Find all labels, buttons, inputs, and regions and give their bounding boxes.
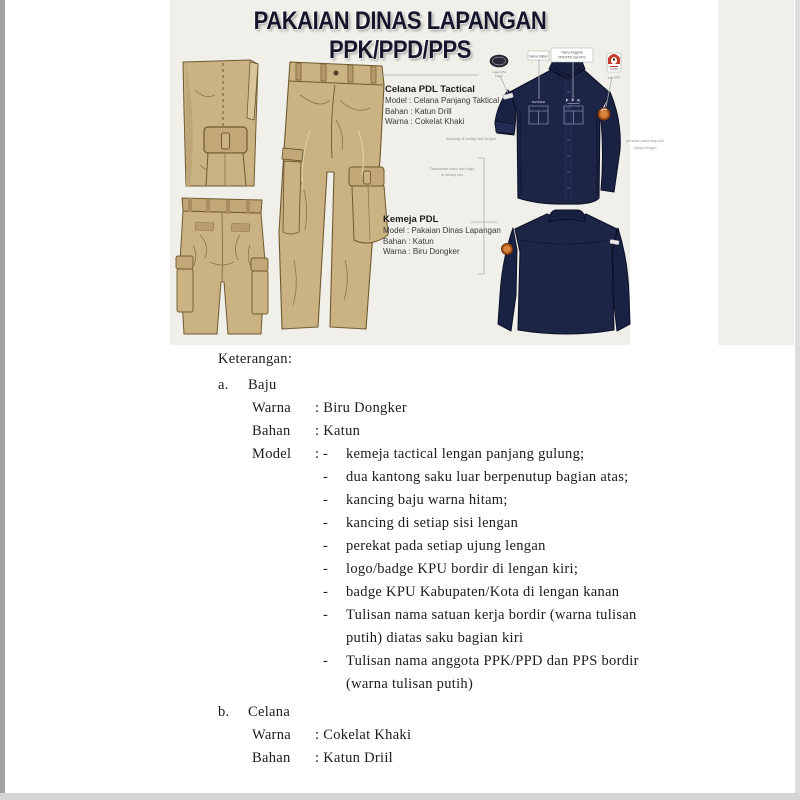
kemeja-label-model: Model : Pakaian Dinas Lapangan (383, 226, 501, 235)
model-item (323, 489, 660, 512)
item-a-marker: a. (218, 377, 229, 393)
kemeja-label-warna: Warna : Biru Dongker (383, 247, 460, 256)
model-item (323, 581, 660, 604)
kemeja-label-title: Kemeja PDL (383, 214, 439, 225)
item-a-name: Baju (248, 377, 277, 393)
baju-model-colon: : (315, 446, 320, 462)
baju-warna-label: Warna (252, 400, 291, 416)
stamp-caption-line2: bordir (495, 74, 503, 78)
celana-label-block (385, 84, 499, 128)
model-item-text: kemeja tactical lengan panjang gulung; (346, 446, 585, 462)
note-velcro-2: ujung lengan (633, 145, 657, 150)
left-chest-text: SATKER (531, 100, 546, 104)
note-sleeve-buttons: Kancing di setiap sisi lengan (445, 136, 497, 141)
model-item (323, 650, 660, 696)
model-item (323, 604, 660, 650)
shirt-front-body (510, 70, 610, 204)
model-item-dash: - (323, 607, 329, 623)
baju-bahan-row (252, 420, 670, 443)
celana-label-warna: Warna : Cokelat Khaki (385, 117, 465, 126)
model-item-text: Tulisan nama anggota PPK/PPD dan PPS bordir (warna tulisan putih) (346, 653, 639, 692)
model-item-dash: - (323, 469, 329, 485)
model-item (323, 443, 660, 466)
note-velcro-1: perekat pada tiap sisi (626, 138, 664, 143)
note-side-pocket-1: Tambahan saku dari baju (429, 166, 475, 171)
back-right-cargo-flap (251, 258, 268, 271)
celana-label-model: Model : Celana Panjang Taktical (385, 96, 500, 105)
celana-label-title: Celana PDL Tactical (385, 84, 475, 95)
celana-warna-label: Warna (252, 727, 291, 743)
baju-bahan-value: : Katun (315, 423, 361, 439)
model-item (323, 466, 660, 489)
model-item (323, 512, 660, 535)
baju-bahan-label: Bahan (252, 423, 291, 439)
shirt-front-view (495, 59, 620, 204)
detail-cargo-pocket (206, 153, 246, 186)
pants-back-view (176, 198, 268, 334)
celana-warna-row (252, 724, 670, 747)
baju-warna-value: : Biru Dongker (315, 400, 407, 416)
model-item-dash: - (323, 584, 329, 600)
model-item-dash: - (323, 538, 329, 554)
model-item-dash: - (323, 561, 329, 577)
baju-model-label: Model (252, 446, 292, 462)
kemeja-label-bahan: Bahan : Katun (383, 236, 434, 246)
model-item-text: badge KPU Kabupaten/Kota di lengan kanan (346, 584, 620, 600)
baju-model-list (323, 443, 660, 696)
model-item-dash: - (323, 653, 329, 669)
page-title: PAKAIAN DINAS LAPANGAN PPK/PPD/PPS (253, 7, 547, 64)
model-item-text: dua kantong saku luar berpenutup bagian atas; (346, 469, 629, 485)
wide-callout-line2: PPK/PPD dan PPS (558, 55, 586, 60)
model-item-dash: - (323, 446, 329, 462)
kemeja-label-block (383, 214, 501, 258)
front-left-pocket-flap (282, 148, 303, 161)
kpu-logo-caption: logo KPU (607, 75, 621, 80)
waist-button (334, 71, 339, 76)
celana-bahan-row (252, 747, 670, 770)
shirt-back-view (498, 210, 630, 334)
celana-bahan-value: : Katun Driil (315, 750, 393, 766)
right-chest-text: P P K (565, 98, 582, 103)
kpu-logo-icon (607, 53, 621, 72)
model-item-text: perekat pada setiap ujung lengan (346, 538, 546, 554)
model-item-dash: - (323, 515, 329, 531)
note-side-pocket-2: di setiap sisi (441, 172, 463, 177)
keterangan-section (218, 348, 670, 770)
name-callout-text: Nama Satker (529, 54, 548, 59)
baju-model-row (252, 443, 670, 696)
model-item-text: kancing baju warna hitam; (346, 492, 508, 508)
celana-bahan-label: Bahan (252, 750, 291, 766)
model-item (323, 558, 660, 581)
keterangan-heading: Keterangan: (218, 351, 293, 367)
item-a-row (218, 374, 670, 397)
celana-label-bahan: Bahan : Katun Drill (385, 106, 452, 116)
celana-warna-value: : Cokelat Khaki (315, 727, 412, 743)
model-item-text: kancing di setiap sisi lengan (346, 515, 519, 531)
item-b-row (218, 701, 670, 724)
pants-detail-view (183, 60, 258, 186)
model-item-text: logo/badge KPU bordir di lengan kiri; (346, 561, 579, 577)
shirt-front-right-sleeve (601, 92, 620, 192)
stamp-caption-line1: Logo KPU (492, 70, 506, 74)
back-left-cargo-flap (176, 256, 193, 269)
item-b-marker: b. (218, 704, 230, 720)
model-item-text: Tulisan nama satuan kerja bordir (warna tulisan putih) diatas saku bagian kiri (346, 607, 637, 646)
pants-front-view (279, 62, 388, 329)
baju-warna-row (252, 397, 670, 420)
wide-callout-line1: Nama Anggota (561, 50, 583, 55)
shirt-back-body (515, 214, 617, 334)
model-item (323, 535, 660, 558)
model-item-dash: - (323, 492, 329, 508)
item-b-name: Celana (248, 704, 291, 720)
